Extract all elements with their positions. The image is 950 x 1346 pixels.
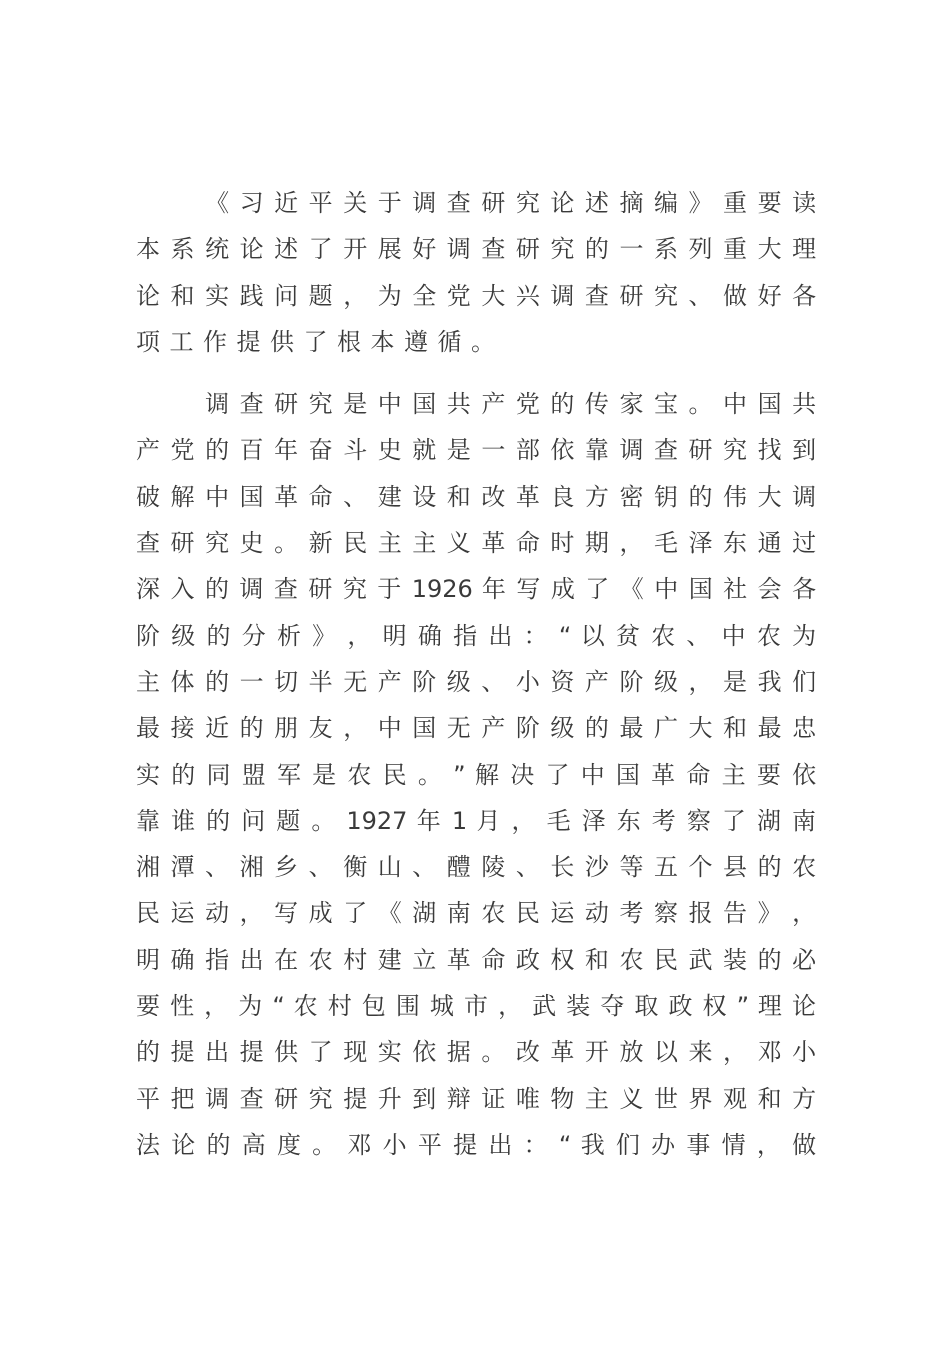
paragraph-1 [136,180,816,365]
text-line: 本 系 统 论 述 了 开 展 好 调 查 研 究 的 一 系 列 重 大 理 [136,235,817,264]
text-line: 阶 级 的 分 析 》 ， 明 确 指 出 ： “ 以 贫 农 、 中 农 为 [136,621,817,650]
text-line: 《 习 近 平 关 于 调 查 研 究 论 述 摘 编 》 重 要 读 [205,189,817,217]
text-line: 民 运 动 ， 写 成 了 《 湖 南 农 民 运 动 考 察 报 告 》 ， [136,899,817,928]
text-line: 湘 潭 、 湘 乡 、 衡 山 、 醴 陵 、 长 沙 等 五 个 县 的 农 [136,853,817,882]
document-body [136,180,816,1168]
text-line: 靠 谁 的 问 题 。 1927 年 1 月 ， 毛 泽 东 考 察 了 湖 南 [136,806,817,835]
text-line: 实 的 同 盟 军 是 农 民 。 ” 解 决 了 中 国 革 命 主 要 依 [136,760,817,789]
paragraph-spacer [136,365,816,381]
text-line: 深 入 的 调 查 研 究 于 1926 年 写 成 了 《 中 国 社 会 各 [136,575,817,604]
text-line: 要 性 ， 为 “ 农 村 包 围 城 市 ， 武 装 夺 取 政 权 ” 理 论 [136,992,816,1021]
text-line: 破 解 中 国 革 命 、 建 设 和 改 革 良 方 密 钥 的 伟 大 调 [136,482,817,511]
text-line: 查 研 究 史 。 新 民 主 主 义 革 命 时 期 ， 毛 泽 东 通 过 [136,529,817,558]
text-line: 主 体 的 一 切 半 无 产 阶 级 、 小 资 产 阶 级 ， 是 我 们 [136,667,817,696]
text-line: 论 和 实 践 问 题 ， 为 全 党 大 兴 调 查 研 究 、 做 好 各 [136,281,817,310]
text-line: 法 论 的 高 度 。 邓 小 平 提 出 ： “ 我 们 办 事 情 ， 做 [136,1130,817,1159]
text-line: 平 把 调 查 研 究 提 升 到 辩 证 唯 物 主 义 世 界 观 和 方 [136,1084,817,1113]
text-line: 调 查 研 究 是 中 国 共 产 党 的 传 家 宝 。 中 国 共 [205,390,817,419]
paragraph-2 [136,381,816,1168]
text-line: 的 提 出 提 供 了 现 实 依 据 。 改 革 开 放 以 来 ， 邓 小 [136,1038,817,1067]
text-line: 项工作提供了根本遵循。 [136,327,505,356]
text-line: 明 确 指 出 在 农 村 建 立 革 命 政 权 和 农 民 武 装 的 必 [136,945,817,974]
text-line: 产 党 的 百 年 奋 斗 史 就 是 一 部 依 靠 调 查 研 究 找 到 [136,436,817,465]
text-line: 最 接 近 的 朋 友 ， 中 国 无 产 阶 级 的 最 广 大 和 最 忠 [136,714,817,743]
